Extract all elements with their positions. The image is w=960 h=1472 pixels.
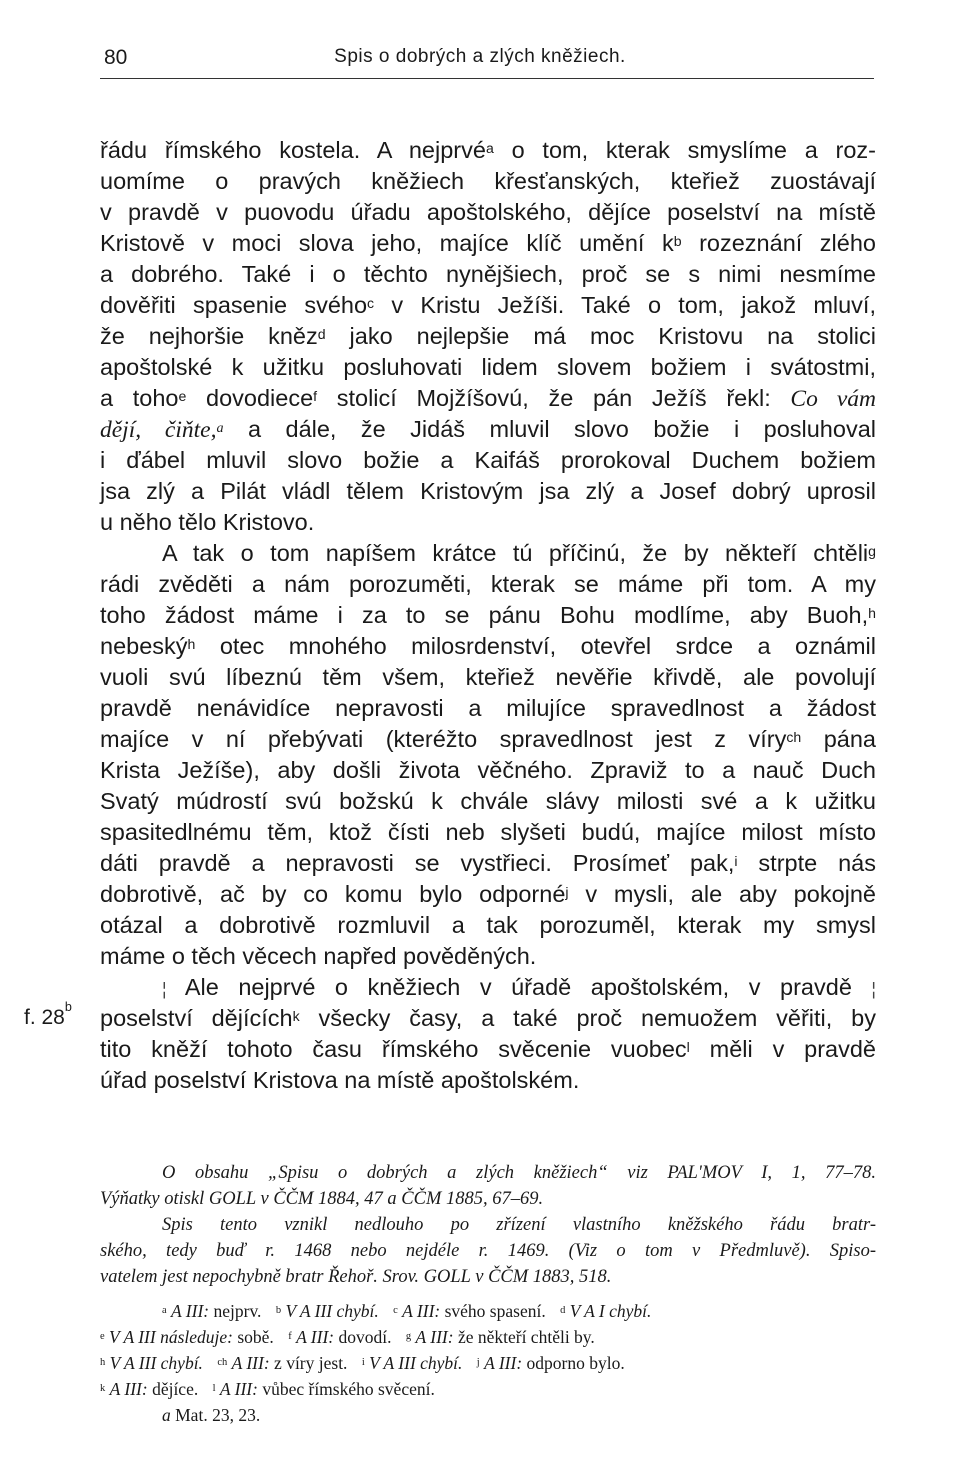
text-line: toho žádost máme i za to se pánu Bohu modlíme, aby Buoh,$^h$ — [100, 602, 876, 628]
text-line: nebeský$^h$ otec mnohého milosrdenství, otevřel srdce a oznámil — [100, 633, 876, 659]
text-line: i ďábel mluvil slovo božie a Kaifáš prorokoval Duchem božiem — [100, 447, 876, 473]
text-line: dobrotivě, ač by co komu bylo odporné$^j$ v mysli, ale aby pokojně — [100, 881, 877, 907]
text-line: jsa zlý a Pilát vládl tělem Kristovým jsa zlý a Josef dobrý uprosil — [100, 478, 876, 504]
footnote-g: $^g$ A III: že někteří chtěli by. — [405, 1327, 595, 1347]
text-line: otázal a dobrotivě rozmluvil a tak porozuměl, kterak my smysl — [100, 912, 876, 938]
footnote-line — [100, 1324, 876, 1350]
note-line: vatelem jest nepochybně bratr Řehoř. Srov. GOLL v ČČM 1883, 518. — [100, 1267, 612, 1287]
text-line: máme o těch věcech napřed pověděných. — [100, 943, 537, 969]
text-line: majíce v ní přebývati (kteréžto spravedlnost jest z víry$^{ch}$ pána — [100, 726, 876, 752]
folio-break-mark: ¦ — [871, 979, 876, 999]
footnote-h: $^h$ V A III chybí. — [100, 1353, 203, 1373]
footnote-l: $^l$ A III: vůbec římského svěcení. — [212, 1379, 435, 1399]
text-line: uomíme o pravých kněžiech křesťanských, kteřiež zuostávají — [100, 168, 876, 194]
footnote-ch: $^{ch}$ A III: z víry jest. — [217, 1353, 348, 1373]
editorial-notes — [100, 1160, 876, 1290]
footnotes — [100, 1298, 876, 1428]
footnote-b: $^b$ V A III chybí. — [275, 1301, 379, 1321]
footnote-e: $^e$ V A III následuje: sobě. — [100, 1327, 274, 1347]
footnote-line — [100, 1350, 876, 1376]
footnote-c: $^c$ A III: svého spasení. — [393, 1301, 546, 1321]
text-line: řádu římského kostela. A nejprvé$^a$ o tom, kterak smyslíme a roz- — [100, 137, 877, 163]
header-rule — [100, 78, 874, 79]
folio-break-mark: ¦ — [162, 979, 167, 999]
footnote-i: $^i$ V A III chybí. — [361, 1353, 463, 1373]
footnote-d: $^d$ V A I chybí. — [560, 1301, 652, 1321]
text-line: a toho$^e$ dovodiece$^f$ stolicí Mojžíšovú, že pán Ježíš řekl: Co vám — [100, 385, 876, 412]
page-number: 80 — [104, 46, 128, 69]
text-line: tito kněží tohoto času římského svěcenie vuobec$^l$ měli v pravdě — [100, 1036, 877, 1062]
text-line: že nejhoršie kněz$^d$ jako nejlepšie má moc Kristovu na stolici — [100, 323, 876, 349]
text-line: u něho tělo Kristovo. — [100, 509, 315, 535]
footnote-f: $^f$ A III: dovodí. — [288, 1327, 392, 1347]
running-title: Spis o dobrých a zlých kněžiech. — [334, 46, 626, 67]
text-line: dáti pravdě a nepravosti se vystřieci. Prosímeť pak,$^i$ strpte nás — [100, 850, 876, 876]
text-line: poselství dějících$^k$ všecky časy, a také proč nemuožem věřiti, by — [100, 1005, 876, 1031]
text-line: Kristově v moci slova jeho, majíce klíč umění $k^b$ rozeznání zlého — [100, 230, 876, 256]
text-line: dějí, čiňte,$^a$ a dále, že Jidáš mluvil slovo božie i posluhoval — [100, 416, 876, 443]
text-line: apoštolské k užitku posluhovati lidem slovem božiem i svátostmi, — [100, 354, 876, 380]
text-line: dověřiti spasenie svého$^c$ v Kristu Ježíši. Také o tom, jakož mluví, — [100, 292, 876, 318]
note-line: Spis tento vznikl nedlouho po zřízení vlastního kněžského řádu bratr- — [162, 1215, 876, 1235]
text-line: rádi zvěděti a nám porozuměti, kterak se máme při tom. A my — [100, 571, 876, 597]
folio-margin-note: f. 28$^b$ — [24, 999, 72, 1029]
footnote-line — [100, 1298, 876, 1324]
note-line: Výňatky otiskl GOLL v ČČM 1884, 47 a ČČM 1885, 67–69. — [100, 1189, 544, 1209]
footnote-line — [100, 1376, 876, 1402]
text-line: úřad poselství Kristova na místě apoštolském. — [100, 1067, 580, 1093]
footnote-a: $^a$ A III: nejprv. — [162, 1301, 262, 1321]
text-line: A tak o tom napíšem krátce tú příčinú, že by někteří chtěli$^g$ — [162, 540, 876, 566]
text-line: Svatý múdrostí svú božskú k chvále slávy milosti své a k užitku — [100, 788, 876, 814]
note-line: ského, tedy buď r. 1468 nebo nejdéle r. 1469. (Viz o tom v Předmluvě). Spiso- — [100, 1241, 876, 1261]
footnote-alpha: a Mat. 23, 23. — [162, 1405, 261, 1425]
text-line: spasitedlnému těm, ktož čísti neb slyšeti budú, majíce milost místo — [100, 819, 876, 845]
text-line: a dobrého. Také i o těchto nynějšiech, proč se s nimi nesmíme — [100, 261, 876, 287]
footnote-line — [100, 1402, 876, 1428]
note-line: O obsahu „Spisu o dobrých a zlých kněžiech“ viz PAL'MOV I, 1, 77–78. — [162, 1163, 876, 1183]
footnote-j: $^j$ A III: odporno bylo. — [476, 1353, 625, 1373]
text-line: v pravdě v puovodu úřadu apoštolského, dějíce poselství na místě — [100, 199, 876, 225]
text-line: ¦ Ale nejprvé o kněžiech v úřadě apoštolském, v pravdě ¦ — [162, 974, 876, 1000]
text-line: vuoli svú líbeznú těm všem, kteřiež nevěřie křivdě, ale povolují — [100, 664, 876, 690]
footnote-k: $^k$ A III: dějíce. — [100, 1379, 199, 1399]
text-line: Krista Ježíše), aby došli života věčného. Zpraviž to a nauč Duch — [100, 757, 876, 783]
text-line: pravdě nenávidíce nepravosti a milujíce spravedlnost a žádost — [100, 695, 876, 721]
main-text — [100, 135, 876, 1096]
